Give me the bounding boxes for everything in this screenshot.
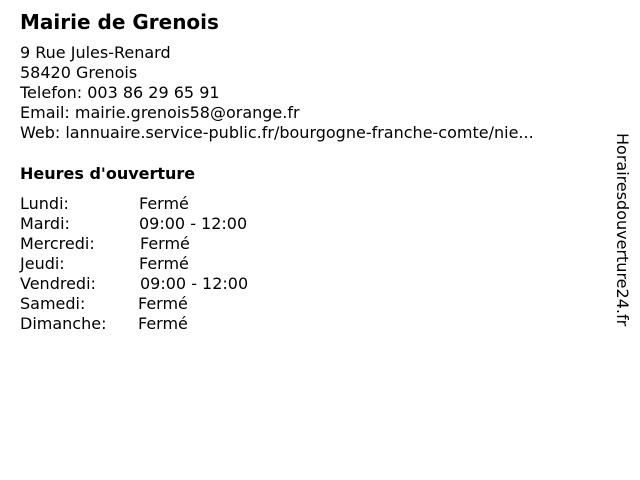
hours-row-thursday xyxy=(20,254,320,274)
hours-value: Fermé xyxy=(139,254,189,273)
opening-hours-heading: Heures d'ouverture xyxy=(20,164,196,183)
address-block xyxy=(20,43,534,143)
day-label: Mercredi: xyxy=(20,234,95,253)
page-title: Mairie de Grenois xyxy=(20,10,219,34)
site-brand-vertical: Horairesdouverture24.fr xyxy=(613,133,632,327)
postal-city: 58420 Grenois xyxy=(20,63,138,82)
hours-row-wednesday xyxy=(20,234,320,254)
phone-line: Telefon: 003 86 29 65 91 xyxy=(20,83,220,102)
hours-value: Fermé xyxy=(139,194,189,213)
hours-row-tuesday xyxy=(20,214,320,234)
day-label: Lundi: xyxy=(20,194,69,213)
day-label: Vendredi: xyxy=(20,274,96,293)
hours-row-monday xyxy=(20,194,320,214)
day-label: Dimanche: xyxy=(20,314,107,333)
day-label: Jeudi: xyxy=(20,254,65,273)
email-line: Email: mairie.grenois58@orange.fr xyxy=(20,103,300,122)
web-line: Web: lannuaire.service-public.fr/bourgogne-franche-comte/nie... xyxy=(20,123,534,142)
hours-value: 09:00 - 12:00 xyxy=(139,214,248,233)
hours-value: Fermé xyxy=(140,234,190,253)
hours-value: 09:00 - 12:00 xyxy=(140,274,249,293)
hours-row-sunday xyxy=(20,314,320,334)
hours-row-saturday xyxy=(20,294,320,314)
hours-value: Fermé xyxy=(138,294,188,313)
opening-hours-table xyxy=(20,194,320,334)
hours-row-friday xyxy=(20,274,320,294)
street-address: 9 Rue Jules-Renard xyxy=(20,43,171,62)
day-label: Mardi: xyxy=(20,214,70,233)
day-label: Samedi: xyxy=(20,294,86,313)
hours-value: Fermé xyxy=(138,314,188,333)
